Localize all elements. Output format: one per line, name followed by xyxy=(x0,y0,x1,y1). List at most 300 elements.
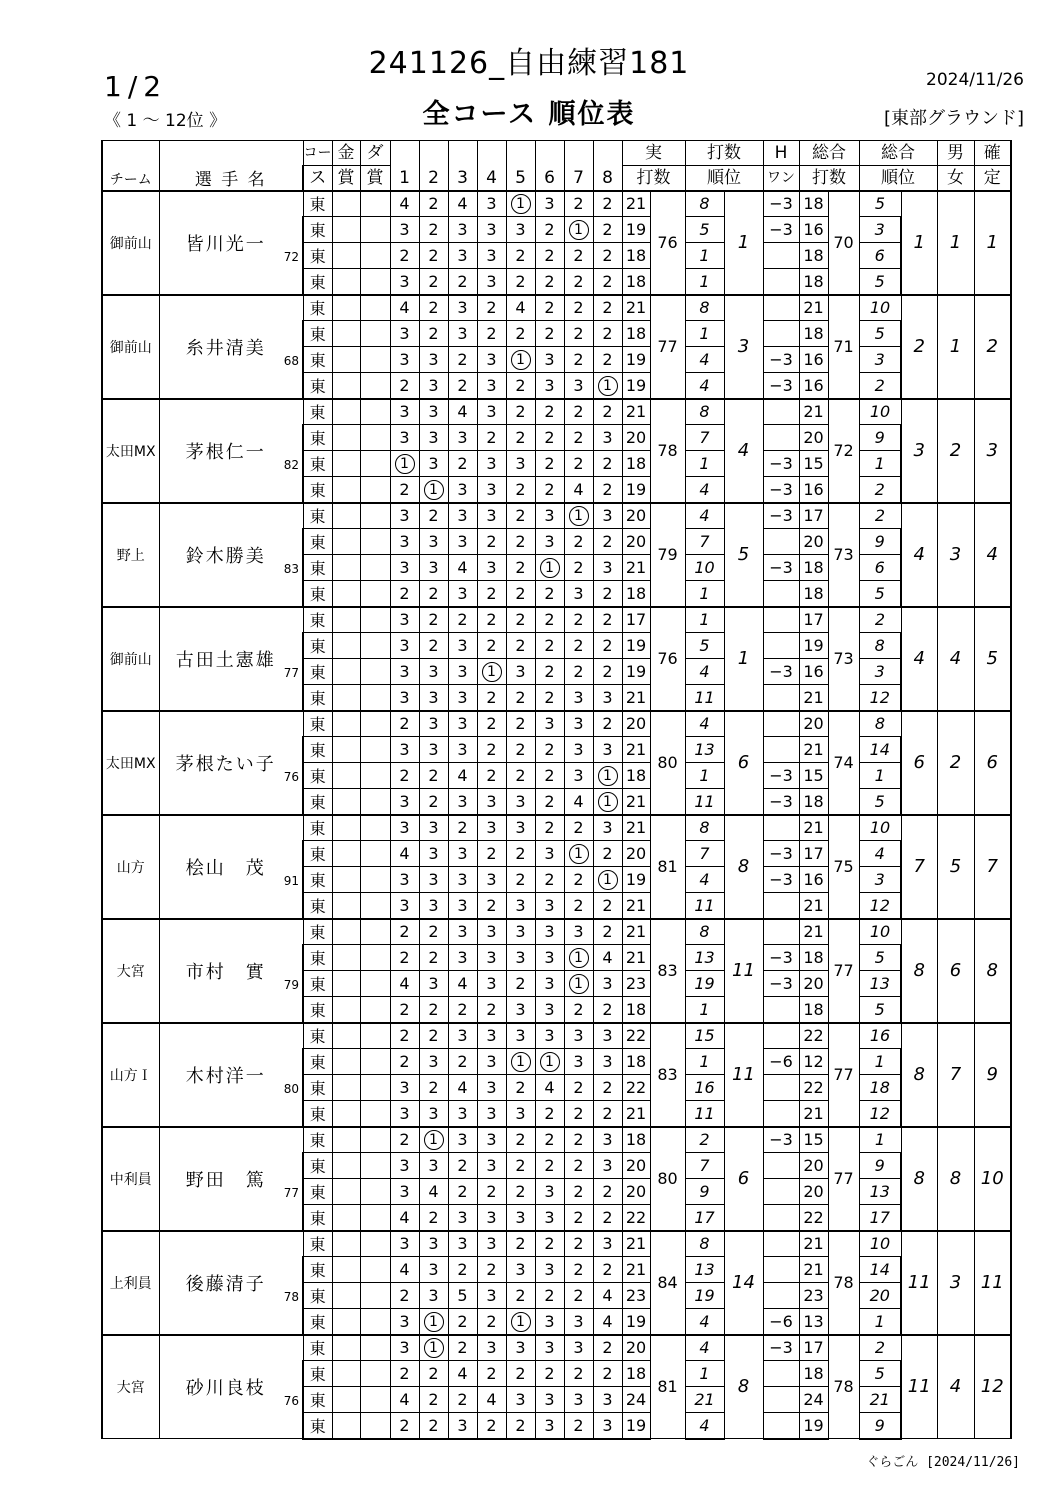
hole-score-cell: 5 xyxy=(448,1283,477,1309)
hole-score-cell: 2 xyxy=(564,1361,593,1387)
round-rank-cell: 17 xyxy=(685,1205,724,1231)
footer-credit: ぐらごん [2024/11/26] xyxy=(866,1455,1020,1470)
report-subtitle: 全コース 順位表 xyxy=(422,99,636,130)
total-strokes-cell: 77 xyxy=(828,919,859,1023)
round-strokes-cell: 21 xyxy=(622,1101,650,1127)
hole-score-cell: 3 xyxy=(390,1101,419,1127)
strokes-rank-cell: 3 xyxy=(724,295,763,399)
round-strokes-cell: 18 xyxy=(622,269,650,295)
table-row xyxy=(102,1127,1011,1153)
round-total-cell: 16 xyxy=(799,373,828,399)
round-rank-cell: 7 xyxy=(685,529,724,555)
hole-score-cell: 3 xyxy=(593,1153,622,1179)
round-total-cell: 18 xyxy=(799,269,828,295)
hole-score-cell: 3 xyxy=(506,1387,535,1413)
hole-score-cell: 3 xyxy=(535,347,564,373)
round-strokes-cell: 21 xyxy=(622,815,650,841)
hole-score-cell: 2 xyxy=(506,841,535,867)
hole-score-cell: 2 xyxy=(593,1361,622,1387)
da-award-cell xyxy=(360,581,390,607)
hole-score-cell xyxy=(419,1127,448,1153)
team-cell: 太田MX xyxy=(102,399,159,503)
round-rank-cell: 11 xyxy=(685,789,724,815)
gender-rank-cell: 2 xyxy=(937,399,974,503)
hole-score-cell: 2 xyxy=(419,581,448,607)
round-total-rank-cell: 10 xyxy=(859,1231,901,1257)
round-total-rank-cell: 4 xyxy=(859,841,901,867)
da-award-cell xyxy=(360,321,390,347)
round-strokes-cell: 21 xyxy=(622,1231,650,1257)
hole-score-cell: 3 xyxy=(390,1231,419,1257)
hole-in-one-bonus-cell xyxy=(763,1387,799,1413)
round-strokes-cell: 18 xyxy=(622,1361,650,1387)
gold-award-cell xyxy=(332,347,360,373)
round-rank-cell: 1 xyxy=(685,1361,724,1387)
hole-score-cell: 2 xyxy=(390,711,419,737)
player-name: 皆川光一 xyxy=(185,233,266,255)
player-name-cell xyxy=(159,503,303,607)
team-cell: 中利員 xyxy=(102,1127,159,1231)
hole-score-cell: 2 xyxy=(593,321,622,347)
round-total-rank-cell: 9 xyxy=(859,1153,901,1179)
da-award-cell xyxy=(360,1413,390,1439)
hole-in-one-bonus-cell: −6 xyxy=(763,1309,799,1335)
round-strokes-cell: 18 xyxy=(622,321,650,347)
round-total-rank-cell: 2 xyxy=(859,503,901,529)
round-rank-cell: 4 xyxy=(685,1413,724,1439)
hole-score-cell: 3 xyxy=(390,425,419,451)
hole-in-one-mark: 1 xyxy=(540,558,560,578)
hole-score-cell: 3 xyxy=(477,789,506,815)
gender-rank-cell: 3 xyxy=(937,503,974,607)
hole-score-cell: 2 xyxy=(564,1205,593,1231)
round-total-rank-cell: 13 xyxy=(859,971,901,997)
hole-score-cell: 2 xyxy=(593,659,622,685)
standings-table xyxy=(101,140,1012,1440)
col-hole-3: 3 xyxy=(448,166,477,191)
course-cell: 東 xyxy=(303,529,332,555)
round-total-rank-cell: 3 xyxy=(859,347,901,373)
hole-score-cell: 3 xyxy=(448,685,477,711)
hole-score-cell: 2 xyxy=(564,399,593,425)
hole-score-cell: 3 xyxy=(419,971,448,997)
hole-score-cell: 3 xyxy=(448,893,477,919)
hole-score-cell: 2 xyxy=(477,1309,506,1335)
course-cell: 東 xyxy=(303,607,332,633)
hole-score-cell: 3 xyxy=(448,945,477,971)
da-award-cell xyxy=(360,1023,390,1049)
round-strokes-cell: 18 xyxy=(622,763,650,789)
round-total-cell: 19 xyxy=(799,633,828,659)
hole-in-one-bonus-cell xyxy=(763,711,799,737)
hole-score-cell: 2 xyxy=(477,737,506,763)
round-strokes-cell: 19 xyxy=(622,659,650,685)
hole-score-cell: 2 xyxy=(564,347,593,373)
round-total-rank-cell: 2 xyxy=(859,1335,901,1361)
round-total-rank-cell: 5 xyxy=(859,997,901,1023)
team-cell: 大宮 xyxy=(102,919,159,1023)
table-header xyxy=(102,141,1011,191)
round-total-cell: 21 xyxy=(799,1257,828,1283)
gender-rank-cell: 7 xyxy=(937,1023,974,1127)
hole-score-cell: 2 xyxy=(506,477,535,503)
course-cell: 東 xyxy=(303,321,332,347)
hole-score-cell xyxy=(593,789,622,815)
da-award-cell xyxy=(360,1231,390,1257)
round-total-rank-cell: 10 xyxy=(859,919,901,945)
hole-score-cell: 2 xyxy=(564,425,593,451)
gold-award-cell xyxy=(332,919,360,945)
round-rank-cell: 8 xyxy=(685,295,724,321)
hole-score-cell: 2 xyxy=(535,867,564,893)
round-total-cell: 17 xyxy=(799,1335,828,1361)
course-cell: 東 xyxy=(303,1413,332,1439)
da-award-cell xyxy=(360,737,390,763)
hole-score-cell: 2 xyxy=(390,945,419,971)
round-total-cell: 18 xyxy=(799,1361,828,1387)
hole-score-cell: 3 xyxy=(419,685,448,711)
hole-score-cell: 4 xyxy=(477,1387,506,1413)
hole-score-cell: 2 xyxy=(506,373,535,399)
hole-in-one-bonus-cell xyxy=(763,295,799,321)
da-award-cell xyxy=(360,789,390,815)
hole-score-cell: 3 xyxy=(535,1413,564,1439)
hole-score-cell: 3 xyxy=(448,841,477,867)
da-award-cell xyxy=(360,633,390,659)
round-rank-cell: 1 xyxy=(685,581,724,607)
gold-award-cell xyxy=(332,1049,360,1075)
player-handicap: 77 xyxy=(283,1185,299,1200)
hole-score-cell: 2 xyxy=(593,581,622,607)
player-name: 木村洋一 xyxy=(185,1065,266,1087)
player-name-cell xyxy=(159,1023,303,1127)
col-gold-2: 賞 xyxy=(332,166,360,191)
hole-score-cell: 2 xyxy=(506,269,535,295)
hole-score-cell: 3 xyxy=(506,1335,535,1361)
final-rank-cell: 10 xyxy=(974,1127,1011,1231)
col-hole-5: 5 xyxy=(506,166,535,191)
round-total-rank-cell: 10 xyxy=(859,815,901,841)
da-award-cell xyxy=(360,815,390,841)
hole-score-cell: 2 xyxy=(564,1179,593,1205)
round-total-rank-cell: 21 xyxy=(859,1387,901,1413)
hole-score-cell: 3 xyxy=(419,815,448,841)
standings-body xyxy=(102,191,1011,1439)
course-cell: 東 xyxy=(303,737,332,763)
total-strokes-cell: 72 xyxy=(828,399,859,503)
hole-score-cell: 3 xyxy=(448,789,477,815)
gender-rank-cell: 3 xyxy=(937,1231,974,1335)
hole-score-cell: 3 xyxy=(535,1387,564,1413)
round-total-cell: 16 xyxy=(799,217,828,243)
hole-score-cell: 2 xyxy=(506,1153,535,1179)
hole-score-cell: 3 xyxy=(390,893,419,919)
hole-score-cell: 3 xyxy=(506,919,535,945)
hole-score-cell: 2 xyxy=(419,1205,448,1231)
round-rank-cell: 13 xyxy=(685,1257,724,1283)
course-cell: 東 xyxy=(303,1257,332,1283)
da-award-cell xyxy=(360,1205,390,1231)
round-strokes-cell: 20 xyxy=(622,1179,650,1205)
hole-score-cell: 2 xyxy=(593,529,622,555)
hole-score-cell: 3 xyxy=(535,529,564,555)
player-name: 砂川良枝 xyxy=(185,1377,266,1399)
hole-score-cell: 2 xyxy=(506,1075,535,1101)
hole-score-cell: 3 xyxy=(564,1309,593,1335)
da-award-cell xyxy=(360,685,390,711)
round-total-rank-cell: 13 xyxy=(859,1179,901,1205)
total-rank-cell: 8 xyxy=(901,1023,937,1127)
hole-score-cell: 3 xyxy=(506,451,535,477)
round-strokes-cell: 18 xyxy=(622,451,650,477)
gold-award-cell xyxy=(332,1101,360,1127)
round-total-cell: 21 xyxy=(799,685,828,711)
hole-score-cell: 3 xyxy=(564,1387,593,1413)
round-total-cell: 20 xyxy=(799,529,828,555)
hole-score-cell: 2 xyxy=(535,217,564,243)
da-award-cell xyxy=(360,477,390,503)
col-srank-2: 順位 xyxy=(685,166,763,191)
hole-score-cell: 3 xyxy=(448,711,477,737)
hole-in-one-bonus-cell: −3 xyxy=(763,1127,799,1153)
round-total-cell: 24 xyxy=(799,1387,828,1413)
gold-award-cell xyxy=(332,529,360,555)
round-total-rank-cell: 3 xyxy=(859,867,901,893)
hole-score-cell: 2 xyxy=(564,451,593,477)
hole-score-cell xyxy=(506,191,535,217)
hole-score-cell: 3 xyxy=(448,633,477,659)
hole-score-cell: 2 xyxy=(535,243,564,269)
hole-in-one-bonus-cell xyxy=(763,685,799,711)
hole-score-cell: 3 xyxy=(419,347,448,373)
final-rank-cell: 6 xyxy=(974,711,1011,815)
round-strokes-cell: 21 xyxy=(622,737,650,763)
course-cell: 東 xyxy=(303,399,332,425)
rank-range: 《 1 〜 12位 》 xyxy=(104,111,227,131)
hole-score-cell: 4 xyxy=(448,971,477,997)
gold-award-cell xyxy=(332,893,360,919)
hole-score-cell xyxy=(564,841,593,867)
hole-score-cell: 2 xyxy=(593,1101,622,1127)
hole-score-cell: 3 xyxy=(593,1049,622,1075)
gold-award-cell xyxy=(332,295,360,321)
round-strokes-cell: 20 xyxy=(622,529,650,555)
hole-score-cell: 4 xyxy=(390,971,419,997)
hole-score-cell: 3 xyxy=(448,503,477,529)
hole-score-cell: 3 xyxy=(593,971,622,997)
hole-score-cell: 2 xyxy=(506,581,535,607)
gold-award-cell xyxy=(332,685,360,711)
round-rank-cell: 13 xyxy=(685,945,724,971)
round-rank-cell: 15 xyxy=(685,1023,724,1049)
gold-award-cell xyxy=(332,399,360,425)
hole-score-cell xyxy=(535,555,564,581)
strokes-rank-cell: 6 xyxy=(724,711,763,815)
round-strokes-cell: 19 xyxy=(622,477,650,503)
hole-in-one-bonus-cell xyxy=(763,1101,799,1127)
strokes-rank-cell: 11 xyxy=(724,1023,763,1127)
round-strokes-cell: 19 xyxy=(622,1413,650,1439)
round-total-rank-cell: 1 xyxy=(859,1049,901,1075)
round-total-rank-cell: 16 xyxy=(859,1023,901,1049)
hole-score-cell: 3 xyxy=(477,1231,506,1257)
hole-score-cell: 4 xyxy=(448,1361,477,1387)
hole-score-cell: 2 xyxy=(419,1387,448,1413)
gold-award-cell xyxy=(332,503,360,529)
course-cell: 東 xyxy=(303,295,332,321)
hole-score-cell: 2 xyxy=(390,997,419,1023)
course-cell: 東 xyxy=(303,503,332,529)
da-award-cell xyxy=(360,399,390,425)
hole-score-cell: 2 xyxy=(448,1049,477,1075)
course-cell: 東 xyxy=(303,867,332,893)
hole-score-cell: 3 xyxy=(390,633,419,659)
table-row xyxy=(102,1335,1011,1361)
hole-in-one-bonus-cell xyxy=(763,243,799,269)
course-cell: 東 xyxy=(303,945,332,971)
final-rank-cell: 1 xyxy=(974,191,1011,295)
hole-score-cell: 3 xyxy=(477,373,506,399)
hole-in-one-bonus-cell: −3 xyxy=(763,763,799,789)
gold-award-cell xyxy=(332,633,360,659)
course-cell: 東 xyxy=(303,997,332,1023)
hole-score-cell: 3 xyxy=(419,529,448,555)
hole-score-cell: 3 xyxy=(477,451,506,477)
hole-score-cell: 3 xyxy=(448,867,477,893)
hole-score-cell: 2 xyxy=(448,997,477,1023)
hole-score-cell: 2 xyxy=(477,1179,506,1205)
hole-score-cell: 3 xyxy=(448,477,477,503)
hole-in-one-bonus-cell: −3 xyxy=(763,971,799,997)
hole-score-cell: 2 xyxy=(593,269,622,295)
final-rank-cell: 11 xyxy=(974,1231,1011,1335)
hole-score-cell: 2 xyxy=(477,685,506,711)
hole-score-cell: 2 xyxy=(506,1361,535,1387)
course-cell: 東 xyxy=(303,1205,332,1231)
hole-score-cell: 3 xyxy=(448,919,477,945)
hole-score-cell: 2 xyxy=(477,1361,506,1387)
hole-score-cell: 2 xyxy=(419,1413,448,1439)
hole-score-cell: 3 xyxy=(448,295,477,321)
da-award-cell xyxy=(360,503,390,529)
da-award-cell xyxy=(360,451,390,477)
hole-score-cell: 3 xyxy=(390,399,419,425)
gold-award-cell xyxy=(332,607,360,633)
hole-score-cell: 2 xyxy=(564,1101,593,1127)
col-total-2: 打数 xyxy=(799,166,859,191)
round-total-cell: 16 xyxy=(799,659,828,685)
da-award-cell xyxy=(360,295,390,321)
course-cell: 東 xyxy=(303,1179,332,1205)
hole-score-cell xyxy=(506,1309,535,1335)
gold-award-cell xyxy=(332,763,360,789)
hole-score-cell: 2 xyxy=(593,607,622,633)
hole-in-one-mark: 1 xyxy=(424,1338,444,1358)
player-name-cell xyxy=(159,191,303,295)
hole-score-cell: 2 xyxy=(506,633,535,659)
round-total-cell: 16 xyxy=(799,347,828,373)
round-rank-cell: 8 xyxy=(685,191,724,217)
round-strokes-cell: 20 xyxy=(622,425,650,451)
da-award-cell xyxy=(360,1257,390,1283)
hole-score-cell: 3 xyxy=(535,919,564,945)
round-total-cell: 13 xyxy=(799,1309,828,1335)
gold-award-cell xyxy=(332,1257,360,1283)
strokes-rank-cell: 8 xyxy=(724,815,763,919)
hole-in-one-mark: 1 xyxy=(511,350,531,370)
round-strokes-cell: 18 xyxy=(622,581,650,607)
player-name-cell xyxy=(159,711,303,815)
hole-score-cell: 2 xyxy=(506,1283,535,1309)
hole-score-cell: 2 xyxy=(564,1283,593,1309)
hole-score-cell: 3 xyxy=(564,581,593,607)
actual-strokes-cell: 76 xyxy=(650,607,685,711)
hole-score-cell: 2 xyxy=(564,321,593,347)
hole-score-cell: 2 xyxy=(564,815,593,841)
hole-score-cell: 2 xyxy=(593,451,622,477)
col-gender-1: 男 xyxy=(937,141,974,166)
round-rank-cell: 13 xyxy=(685,737,724,763)
hole-in-one-bonus-cell: −3 xyxy=(763,503,799,529)
hole-score-cell: 2 xyxy=(506,971,535,997)
round-rank-cell: 4 xyxy=(685,711,724,737)
hole-in-one-bonus-cell: −3 xyxy=(763,1335,799,1361)
round-strokes-cell: 21 xyxy=(622,685,650,711)
hole-score-cell: 2 xyxy=(477,1413,506,1439)
course-cell: 東 xyxy=(303,1283,332,1309)
hole-score-cell: 2 xyxy=(477,841,506,867)
round-strokes-cell: 21 xyxy=(622,555,650,581)
hole-in-one-bonus-cell xyxy=(763,607,799,633)
hole-score-cell: 3 xyxy=(593,1023,622,1049)
da-award-cell xyxy=(360,191,390,217)
hole-score-cell: 3 xyxy=(477,1075,506,1101)
hole-score-cell: 2 xyxy=(448,269,477,295)
round-total-rank-cell: 20 xyxy=(859,1283,901,1309)
actual-strokes-cell: 79 xyxy=(650,503,685,607)
gold-award-cell xyxy=(332,945,360,971)
hole-in-one-bonus-cell: −3 xyxy=(763,659,799,685)
hole-score-cell: 3 xyxy=(535,971,564,997)
hole-score-cell: 2 xyxy=(593,243,622,269)
col-srank-1: 打数 xyxy=(685,141,763,166)
total-strokes-cell: 74 xyxy=(828,711,859,815)
table-row xyxy=(102,1231,1011,1257)
round-total-cell: 18 xyxy=(799,321,828,347)
hole-score-cell: 2 xyxy=(535,1283,564,1309)
hole-in-one-bonus-cell: −3 xyxy=(763,451,799,477)
round-total-cell: 22 xyxy=(799,1205,828,1231)
hole-score-cell: 4 xyxy=(448,399,477,425)
hole-score-cell: 2 xyxy=(419,1361,448,1387)
round-rank-cell: 4 xyxy=(685,347,724,373)
round-total-cell: 21 xyxy=(799,815,828,841)
hole-score-cell: 4 xyxy=(593,1283,622,1309)
hole-score-cell xyxy=(506,1049,535,1075)
hole-score-cell: 2 xyxy=(390,763,419,789)
course-cell: 東 xyxy=(303,581,332,607)
course-cell: 東 xyxy=(303,763,332,789)
hole-score-cell xyxy=(593,867,622,893)
round-rank-cell: 1 xyxy=(685,763,724,789)
hole-score-cell: 3 xyxy=(593,1127,622,1153)
col-hole-2: 2 xyxy=(419,166,448,191)
course-cell: 東 xyxy=(303,1049,332,1075)
player-name: 野田 篤 xyxy=(185,1169,266,1191)
round-rank-cell: 4 xyxy=(685,373,724,399)
course-cell: 東 xyxy=(303,217,332,243)
hole-in-one-bonus-cell: −3 xyxy=(763,373,799,399)
